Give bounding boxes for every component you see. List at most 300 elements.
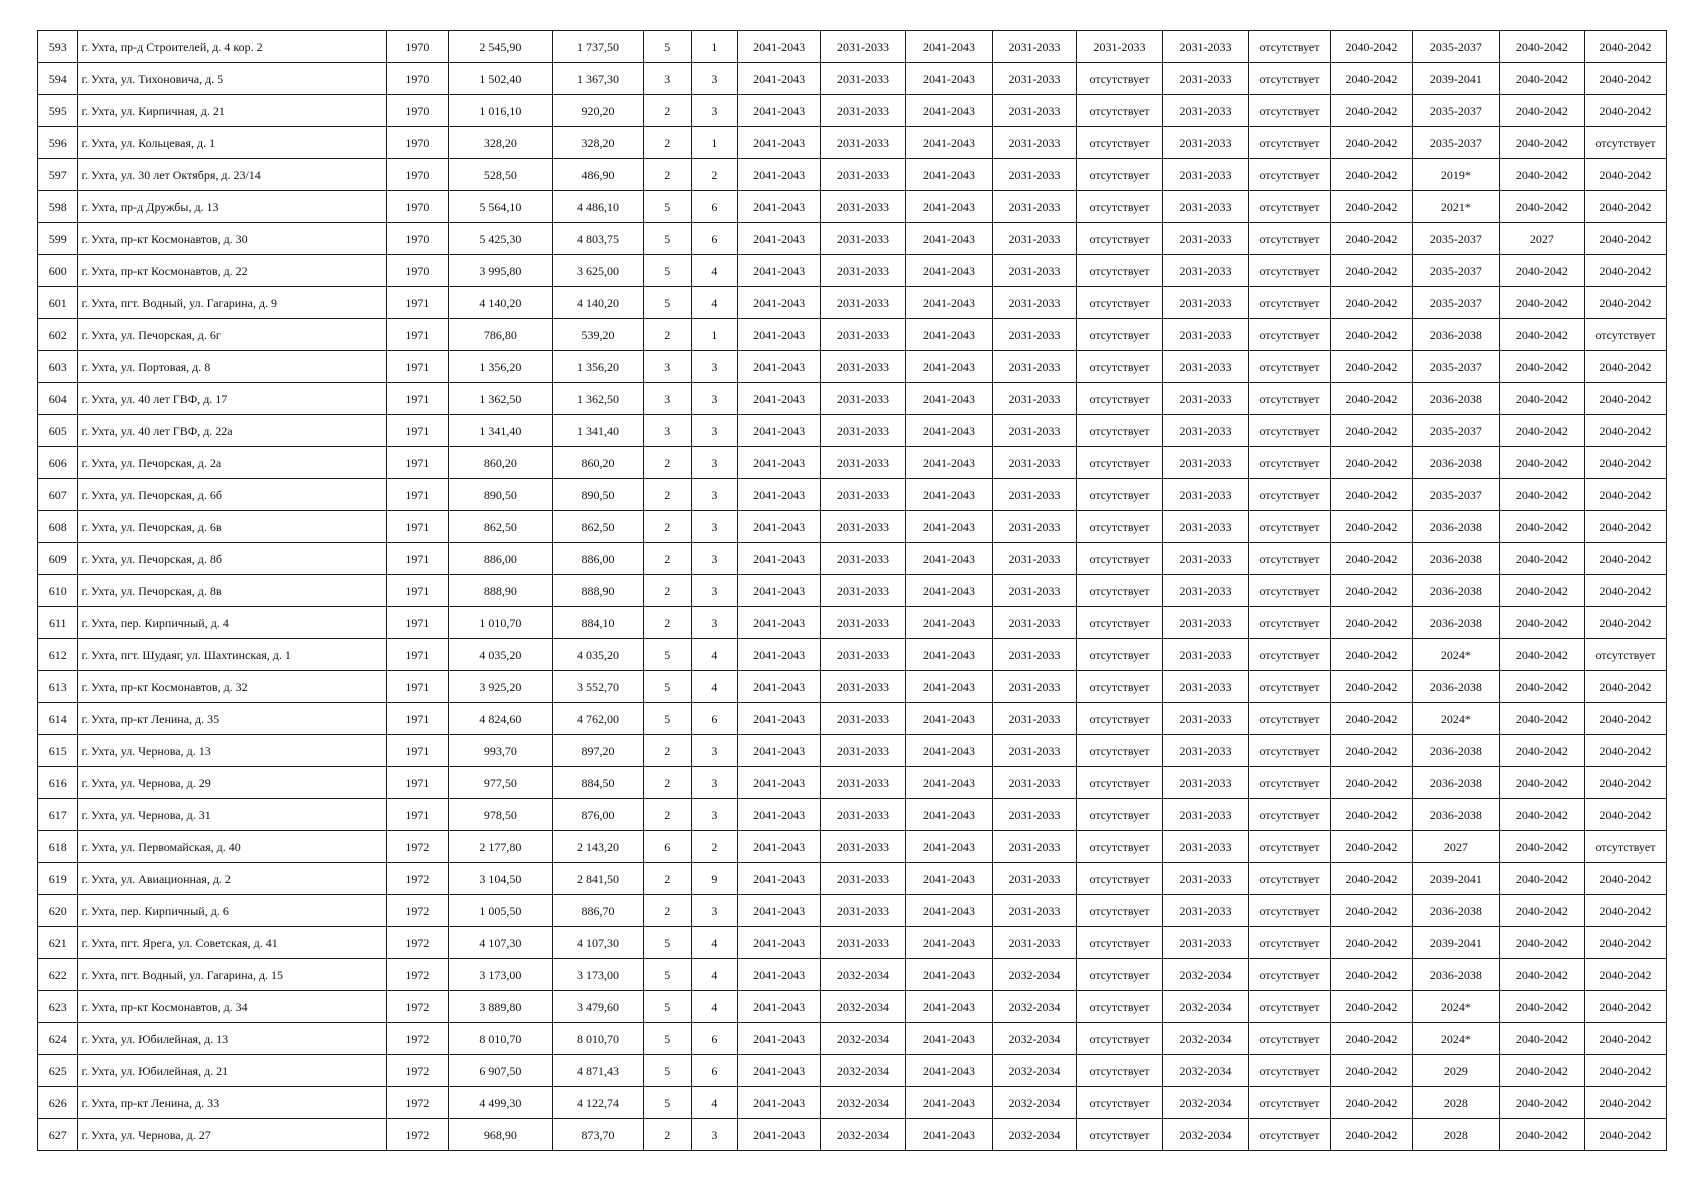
- repair-period-cell: 2040-2042: [1584, 767, 1666, 799]
- repair-period-cell: 2036-2038: [1412, 511, 1499, 543]
- floors-cell: 2: [644, 735, 692, 767]
- repair-period-cell: 2031-2033: [1163, 703, 1249, 735]
- repair-period-cell: 2031-2033: [1163, 63, 1249, 95]
- repair-period-cell: 2031-2033: [821, 927, 906, 959]
- repair-period-cell: отсутствует: [1077, 575, 1163, 607]
- repair-period-cell: 2040-2042: [1499, 735, 1584, 767]
- repair-period-cell: 2040-2042: [1499, 1055, 1584, 1087]
- floors-cell: 2: [644, 575, 692, 607]
- table-row: [38, 351, 1667, 383]
- repair-period-cell: 2041-2043: [906, 223, 993, 255]
- build-year-cell: 1970: [387, 127, 449, 159]
- address-cell: г. Ухта, ул. Авиационная, д. 2: [78, 863, 387, 895]
- address-cell: г. Ухта, пр-кт Ленина, д. 33: [78, 1087, 387, 1119]
- repair-period-cell: отсутствует: [1249, 319, 1331, 351]
- repair-period-cell: 2040-2042: [1499, 671, 1584, 703]
- repair-period-cell: 2035-2037: [1412, 287, 1499, 319]
- floors-cell: 5: [644, 1055, 692, 1087]
- repair-period-cell: 2040-2042: [1499, 959, 1584, 991]
- repair-period-cell: 2031-2033: [821, 95, 906, 127]
- repair-period-cell: 2040-2042: [1499, 575, 1584, 607]
- entrances-cell: 3: [691, 575, 738, 607]
- floors-cell: 2: [644, 511, 692, 543]
- repair-period-cell: 2041-2043: [738, 799, 821, 831]
- repair-period-cell: 2041-2043: [906, 607, 993, 639]
- table-row: [38, 1055, 1667, 1087]
- repair-period-cell: 2040-2042: [1330, 383, 1412, 415]
- repair-period-cell: 2041-2043: [906, 351, 993, 383]
- build-year-cell: 1970: [387, 95, 449, 127]
- repair-period-cell: 2041-2043: [738, 607, 821, 639]
- address-cell: г. Ухта, ул. Печорская, д. 6г: [78, 319, 387, 351]
- repair-period-cell: 2031-2033: [993, 319, 1077, 351]
- build-year-cell: 1970: [387, 31, 449, 63]
- repair-period-cell: 2024*: [1412, 1023, 1499, 1055]
- repair-period-cell: отсутствует: [1077, 479, 1163, 511]
- floors-cell: 5: [644, 191, 692, 223]
- repair-period-cell: 2031-2033: [1163, 191, 1249, 223]
- repair-period-cell: 2040-2042: [1584, 543, 1666, 575]
- repair-period-cell: 2031-2033: [1163, 351, 1249, 383]
- repair-period-cell: 2040-2042: [1499, 831, 1584, 863]
- repair-period-cell: 2041-2043: [738, 959, 821, 991]
- table-row: [38, 607, 1667, 639]
- entrances-cell: 3: [691, 415, 738, 447]
- entrances-cell: 4: [691, 959, 738, 991]
- repair-period-cell: отсутствует: [1077, 991, 1163, 1023]
- total-area-cell: 1 341,40: [448, 415, 552, 447]
- repair-period-cell: 2040-2042: [1499, 895, 1584, 927]
- repair-period-cell: 2041-2043: [738, 1023, 821, 1055]
- repair-period-cell: 2040-2042: [1584, 1119, 1666, 1151]
- build-year-cell: 1971: [387, 415, 449, 447]
- repair-period-cell: отсутствует: [1077, 799, 1163, 831]
- address-cell: г. Ухта, ул. Печорская, д. 8б: [78, 543, 387, 575]
- total-area-cell: 786,80: [448, 319, 552, 351]
- repair-period-cell: отсутствует: [1249, 159, 1331, 191]
- row-number-cell: 626: [38, 1087, 78, 1119]
- repair-period-cell: отсутствует: [1249, 1055, 1331, 1087]
- repair-period-cell: 2019*: [1412, 159, 1499, 191]
- repair-period-cell: 2040-2042: [1584, 863, 1666, 895]
- table-row: [38, 671, 1667, 703]
- build-year-cell: 1972: [387, 959, 449, 991]
- repair-period-cell: отсутствует: [1249, 351, 1331, 383]
- table-row: [38, 255, 1667, 287]
- entrances-cell: 3: [691, 447, 738, 479]
- repair-period-cell: 2041-2043: [738, 831, 821, 863]
- address-cell: г. Ухта, ул. Печорская, д. 6б: [78, 479, 387, 511]
- repair-period-cell: 2040-2042: [1330, 703, 1412, 735]
- repair-period-cell: 2039-2041: [1412, 927, 1499, 959]
- repair-period-cell: 2035-2037: [1412, 255, 1499, 287]
- build-year-cell: 1972: [387, 1087, 449, 1119]
- floors-cell: 2: [644, 895, 692, 927]
- living-area-cell: 873,70: [552, 1119, 643, 1151]
- repair-period-cell: 2041-2043: [738, 703, 821, 735]
- table-row: [38, 543, 1667, 575]
- repair-period-cell: 2040-2042: [1330, 607, 1412, 639]
- repair-period-cell: 2039-2041: [1412, 863, 1499, 895]
- repair-period-cell: 2032-2034: [821, 1119, 906, 1151]
- living-area-cell: 897,20: [552, 735, 643, 767]
- repair-period-cell: 2041-2043: [738, 255, 821, 287]
- repair-period-cell: 2032-2034: [1163, 1119, 1249, 1151]
- living-area-cell: 486,90: [552, 159, 643, 191]
- total-area-cell: 1 005,50: [448, 895, 552, 927]
- row-number-cell: 607: [38, 479, 78, 511]
- floors-cell: 3: [644, 63, 692, 95]
- living-area-cell: 886,00: [552, 543, 643, 575]
- entrances-cell: 3: [691, 511, 738, 543]
- repair-period-cell: 2041-2043: [906, 383, 993, 415]
- repair-period-cell: отсутствует: [1077, 895, 1163, 927]
- repair-period-cell: 2031-2033: [1163, 607, 1249, 639]
- address-cell: г. Ухта, ул. Чернова, д. 29: [78, 767, 387, 799]
- repair-period-cell: 2040-2042: [1584, 959, 1666, 991]
- repair-period-cell: 2032-2034: [993, 1023, 1077, 1055]
- repair-period-cell: 2031-2033: [821, 543, 906, 575]
- repair-period-cell: 2028: [1412, 1119, 1499, 1151]
- repair-period-cell: 2035-2037: [1412, 31, 1499, 63]
- total-area-cell: 3 104,50: [448, 863, 552, 895]
- repair-period-cell: 2040-2042: [1330, 351, 1412, 383]
- repair-period-cell: 2027: [1499, 223, 1584, 255]
- entrances-cell: 2: [691, 831, 738, 863]
- repair-period-cell: 2040-2042: [1499, 31, 1584, 63]
- entrances-cell: 3: [691, 1119, 738, 1151]
- repair-period-cell: 2031-2033: [993, 607, 1077, 639]
- total-area-cell: 993,70: [448, 735, 552, 767]
- repair-period-cell: 2031-2033: [1163, 383, 1249, 415]
- repair-period-cell: 2040-2042: [1499, 991, 1584, 1023]
- repair-period-cell: 2031-2033: [821, 31, 906, 63]
- repair-period-cell: 2040-2042: [1584, 415, 1666, 447]
- repair-period-cell: 2040-2042: [1499, 63, 1584, 95]
- repair-period-cell: 2040-2042: [1330, 863, 1412, 895]
- repair-period-cell: 2041-2043: [738, 287, 821, 319]
- build-year-cell: 1971: [387, 447, 449, 479]
- living-area-cell: 886,70: [552, 895, 643, 927]
- repair-period-cell: 2040-2042: [1499, 319, 1584, 351]
- build-year-cell: 1971: [387, 543, 449, 575]
- repair-period-cell: 2040-2042: [1584, 255, 1666, 287]
- build-year-cell: 1971: [387, 479, 449, 511]
- floors-cell: 5: [644, 223, 692, 255]
- floors-cell: 5: [644, 639, 692, 671]
- repair-period-cell: 2040-2042: [1499, 799, 1584, 831]
- address-cell: г. Ухта, ул. Печорская, д. 6в: [78, 511, 387, 543]
- repair-period-cell: 2041-2043: [738, 159, 821, 191]
- repair-period-cell: 2031-2033: [1163, 287, 1249, 319]
- total-area-cell: 860,20: [448, 447, 552, 479]
- repair-period-cell: 2035-2037: [1412, 415, 1499, 447]
- address-cell: г. Ухта, ул. 40 лет ГВФ, д. 17: [78, 383, 387, 415]
- repair-period-cell: отсутствует: [1249, 447, 1331, 479]
- repair-period-cell: 2040-2042: [1330, 511, 1412, 543]
- floors-cell: 5: [644, 991, 692, 1023]
- living-area-cell: 1 737,50: [552, 31, 643, 63]
- repair-period-cell: отсутствует: [1077, 1055, 1163, 1087]
- living-area-cell: 328,20: [552, 127, 643, 159]
- repair-period-cell: 2031-2033: [993, 287, 1077, 319]
- table-row: [38, 991, 1667, 1023]
- living-area-cell: 4 486,10: [552, 191, 643, 223]
- build-year-cell: 1971: [387, 799, 449, 831]
- repair-period-cell: 2040-2042: [1499, 255, 1584, 287]
- entrances-cell: 4: [691, 671, 738, 703]
- repair-period-cell: отсутствует: [1249, 127, 1331, 159]
- repair-period-cell: 2031-2033: [993, 671, 1077, 703]
- repair-period-cell: 2040-2042: [1499, 1119, 1584, 1151]
- repair-period-cell: отсутствует: [1249, 1087, 1331, 1119]
- repair-period-cell: 2041-2043: [738, 1119, 821, 1151]
- living-area-cell: 8 010,70: [552, 1023, 643, 1055]
- address-cell: г. Ухта, ул. Тихоновича, д. 5: [78, 63, 387, 95]
- repair-period-cell: отсутствует: [1249, 927, 1331, 959]
- row-number-cell: 594: [38, 63, 78, 95]
- repair-period-cell: 2040-2042: [1499, 351, 1584, 383]
- repair-period-cell: 2031-2033: [1163, 735, 1249, 767]
- repair-period-cell: 2032-2034: [1163, 959, 1249, 991]
- repair-period-cell: 2040-2042: [1330, 1023, 1412, 1055]
- repair-period-cell: 2031-2033: [1163, 255, 1249, 287]
- entrances-cell: 3: [691, 735, 738, 767]
- address-cell: г. Ухта, пр-кт Космонавтов, д. 32: [78, 671, 387, 703]
- repair-period-cell: 2031-2033: [821, 319, 906, 351]
- repair-period-cell: 2032-2034: [993, 1087, 1077, 1119]
- repair-period-cell: 2031-2033: [1163, 671, 1249, 703]
- repair-period-cell: 2041-2043: [906, 671, 993, 703]
- floors-cell: 3: [644, 351, 692, 383]
- row-number-cell: 608: [38, 511, 78, 543]
- repair-period-cell: 2041-2043: [906, 479, 993, 511]
- total-area-cell: 977,50: [448, 767, 552, 799]
- entrances-cell: 6: [691, 191, 738, 223]
- repair-period-cell: 2041-2043: [738, 767, 821, 799]
- repair-period-cell: отсутствует: [1249, 959, 1331, 991]
- living-area-cell: 4 803,75: [552, 223, 643, 255]
- repair-period-cell: 2031-2033: [821, 575, 906, 607]
- total-area-cell: 5 564,10: [448, 191, 552, 223]
- row-number-cell: 616: [38, 767, 78, 799]
- living-area-cell: 4 871,43: [552, 1055, 643, 1087]
- living-area-cell: 1 341,40: [552, 415, 643, 447]
- repair-period-cell: отсутствует: [1584, 639, 1666, 671]
- repair-period-cell: отсутствует: [1077, 415, 1163, 447]
- repair-period-cell: 2040-2042: [1330, 991, 1412, 1023]
- address-cell: г. Ухта, ул. Первомайская, д. 40: [78, 831, 387, 863]
- table-row: [38, 831, 1667, 863]
- table-body: [38, 31, 1667, 1151]
- floors-cell: 5: [644, 1087, 692, 1119]
- repair-period-cell: 2027: [1412, 831, 1499, 863]
- repair-period-cell: 2036-2038: [1412, 767, 1499, 799]
- row-number-cell: 606: [38, 447, 78, 479]
- build-year-cell: 1971: [387, 703, 449, 735]
- row-number-cell: 611: [38, 607, 78, 639]
- total-area-cell: 3 995,80: [448, 255, 552, 287]
- repair-period-cell: 2040-2042: [1584, 447, 1666, 479]
- repair-period-cell: 2040-2042: [1584, 383, 1666, 415]
- repair-period-cell: отсутствует: [1249, 479, 1331, 511]
- table-row: [38, 575, 1667, 607]
- total-area-cell: 4 107,30: [448, 927, 552, 959]
- address-cell: г. Ухта, ул. Печорская, д. 2а: [78, 447, 387, 479]
- repair-period-cell: отсутствует: [1249, 1119, 1331, 1151]
- repair-period-cell: 2031-2033: [821, 383, 906, 415]
- entrances-cell: 3: [691, 767, 738, 799]
- repair-period-cell: отсутствует: [1077, 671, 1163, 703]
- repair-period-cell: 2040-2042: [1584, 991, 1666, 1023]
- address-cell: г. Ухта, пгт. Ярега, ул. Советская, д. 41: [78, 927, 387, 959]
- repair-period-cell: 2040-2042: [1330, 255, 1412, 287]
- floors-cell: 5: [644, 927, 692, 959]
- floors-cell: 3: [644, 415, 692, 447]
- build-year-cell: 1971: [387, 351, 449, 383]
- total-area-cell: 8 010,70: [448, 1023, 552, 1055]
- repair-period-cell: 2041-2043: [906, 703, 993, 735]
- repair-period-cell: 2040-2042: [1584, 895, 1666, 927]
- repair-period-cell: 2040-2042: [1330, 223, 1412, 255]
- repair-period-cell: 2031-2033: [1163, 575, 1249, 607]
- living-area-cell: 884,50: [552, 767, 643, 799]
- repair-period-cell: 2036-2038: [1412, 383, 1499, 415]
- entrances-cell: 3: [691, 351, 738, 383]
- entrances-cell: 2: [691, 159, 738, 191]
- repair-period-cell: 2040-2042: [1499, 703, 1584, 735]
- row-number-cell: 612: [38, 639, 78, 671]
- floors-cell: 6: [644, 831, 692, 863]
- repair-period-cell: 2031-2033: [1163, 223, 1249, 255]
- repair-period-cell: 2032-2034: [1163, 1055, 1249, 1087]
- repair-period-cell: 2040-2042: [1330, 31, 1412, 63]
- repair-period-cell: 2040-2042: [1330, 767, 1412, 799]
- repair-period-cell: отсутствует: [1249, 415, 1331, 447]
- repair-period-cell: 2041-2043: [738, 479, 821, 511]
- build-year-cell: 1972: [387, 927, 449, 959]
- repair-period-cell: отсутствует: [1249, 1023, 1331, 1055]
- repair-period-cell: 2031-2033: [993, 95, 1077, 127]
- repair-period-cell: 2031-2033: [1163, 863, 1249, 895]
- entrances-cell: 4: [691, 991, 738, 1023]
- address-cell: г. Ухта, пер. Кирпичный, д. 6: [78, 895, 387, 927]
- table-row: [38, 511, 1667, 543]
- repair-period-cell: 2031-2033: [821, 127, 906, 159]
- table-row: [38, 415, 1667, 447]
- repair-period-cell: 2040-2042: [1499, 95, 1584, 127]
- floors-cell: 2: [644, 319, 692, 351]
- repair-period-cell: 2040-2042: [1499, 1087, 1584, 1119]
- total-area-cell: 3 173,00: [448, 959, 552, 991]
- repair-period-cell: 2031-2033: [993, 895, 1077, 927]
- repair-period-cell: отсутствует: [1077, 511, 1163, 543]
- repair-period-cell: 2031-2033: [821, 799, 906, 831]
- entrances-cell: 3: [691, 895, 738, 927]
- repair-period-cell: отсутствует: [1077, 319, 1163, 351]
- floors-cell: 5: [644, 255, 692, 287]
- total-area-cell: 2 545,90: [448, 31, 552, 63]
- repair-period-cell: 2031-2033: [1163, 127, 1249, 159]
- row-number-cell: 609: [38, 543, 78, 575]
- repair-period-cell: 2031-2033: [993, 863, 1077, 895]
- repair-period-cell: 2040-2042: [1584, 223, 1666, 255]
- repair-period-cell: 2035-2037: [1412, 223, 1499, 255]
- repair-period-cell: 2040-2042: [1330, 799, 1412, 831]
- repair-period-cell: 2040-2042: [1584, 287, 1666, 319]
- build-year-cell: 1972: [387, 991, 449, 1023]
- repair-period-cell: 2031-2033: [821, 63, 906, 95]
- row-number-cell: 596: [38, 127, 78, 159]
- living-area-cell: 1 356,20: [552, 351, 643, 383]
- repair-period-cell: отсутствует: [1077, 159, 1163, 191]
- repair-period-cell: 2040-2042: [1584, 927, 1666, 959]
- repair-period-cell: 2031-2033: [993, 767, 1077, 799]
- floors-cell: 3: [644, 383, 692, 415]
- repair-period-cell: 2031-2033: [821, 831, 906, 863]
- repair-period-cell: 2041-2043: [738, 639, 821, 671]
- repair-period-cell: 2040-2042: [1584, 799, 1666, 831]
- address-cell: г. Ухта, ул. Юбилейная, д. 13: [78, 1023, 387, 1055]
- repair-period-cell: 2041-2043: [906, 927, 993, 959]
- repair-period-cell: отсутствует: [1077, 127, 1163, 159]
- entrances-cell: 6: [691, 1023, 738, 1055]
- repair-period-cell: 2031-2033: [821, 767, 906, 799]
- living-area-cell: 890,50: [552, 479, 643, 511]
- floors-cell: 5: [644, 287, 692, 319]
- repair-period-cell: 2040-2042: [1499, 287, 1584, 319]
- repair-period-cell: 2031-2033: [993, 831, 1077, 863]
- repair-period-cell: 2035-2037: [1412, 351, 1499, 383]
- repair-period-cell: 2040-2042: [1499, 447, 1584, 479]
- repair-period-cell: 2040-2042: [1330, 127, 1412, 159]
- repair-period-cell: 2041-2043: [906, 895, 993, 927]
- row-number-cell: 627: [38, 1119, 78, 1151]
- repair-period-cell: отсутствует: [1249, 863, 1331, 895]
- entrances-cell: 4: [691, 927, 738, 959]
- build-year-cell: 1972: [387, 1119, 449, 1151]
- repair-period-cell: отсутствует: [1077, 447, 1163, 479]
- repair-period-cell: 2040-2042: [1499, 607, 1584, 639]
- repair-period-cell: 2040-2042: [1330, 63, 1412, 95]
- repair-period-cell: отсутствует: [1249, 511, 1331, 543]
- living-area-cell: 4 762,00: [552, 703, 643, 735]
- build-year-cell: 1972: [387, 1023, 449, 1055]
- repair-period-cell: отсутствует: [1249, 575, 1331, 607]
- floors-cell: 2: [644, 1119, 692, 1151]
- repair-period-cell: 2032-2034: [1163, 991, 1249, 1023]
- repair-period-cell: 2041-2043: [906, 159, 993, 191]
- repair-period-cell: отсутствует: [1077, 95, 1163, 127]
- total-area-cell: 978,50: [448, 799, 552, 831]
- row-number-cell: 618: [38, 831, 78, 863]
- repair-period-cell: 2040-2042: [1499, 159, 1584, 191]
- total-area-cell: 2 177,80: [448, 831, 552, 863]
- repair-period-cell: отсутствует: [1249, 703, 1331, 735]
- repair-period-cell: 2041-2043: [738, 31, 821, 63]
- repair-period-cell: 2040-2042: [1499, 127, 1584, 159]
- entrances-cell: 4: [691, 639, 738, 671]
- floors-cell: 5: [644, 703, 692, 735]
- repair-period-cell: 2041-2043: [738, 735, 821, 767]
- repair-period-cell: 2041-2043: [738, 543, 821, 575]
- repair-period-cell: 2031-2033: [1163, 831, 1249, 863]
- total-area-cell: 1 016,10: [448, 95, 552, 127]
- repair-period-cell: 2036-2038: [1412, 575, 1499, 607]
- repair-period-cell: 2041-2043: [906, 799, 993, 831]
- row-number-cell: 602: [38, 319, 78, 351]
- repair-period-cell: 2041-2043: [738, 991, 821, 1023]
